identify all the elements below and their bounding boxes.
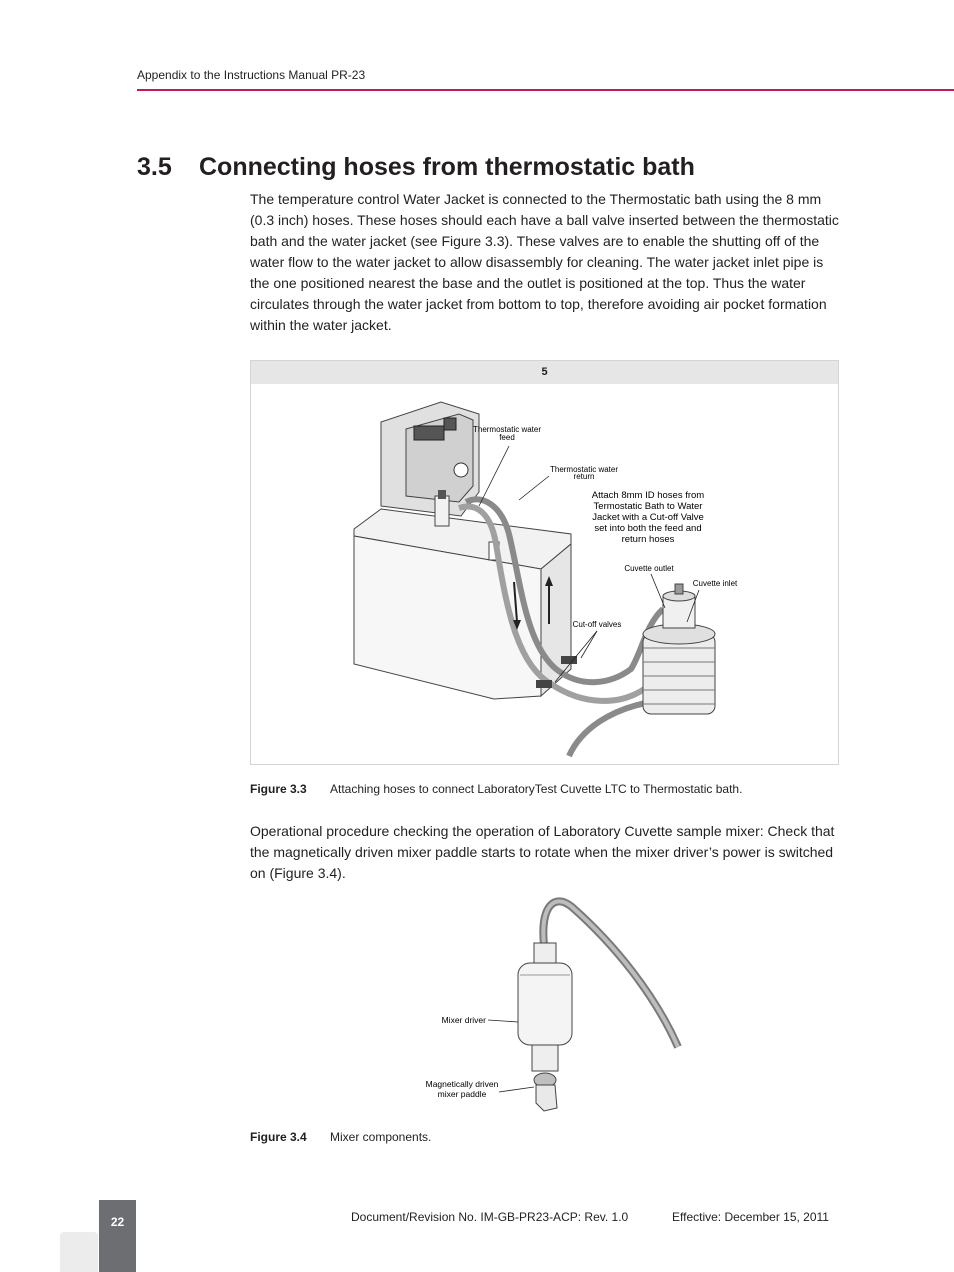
mixer-illustration <box>400 895 690 1115</box>
valve-leader-line <box>581 631 597 658</box>
return-leader-line <box>519 476 549 500</box>
return-label: Thermostatic water <box>549 465 619 474</box>
mixer-driver-label: Mixer driver <box>441 1015 486 1025</box>
control-knob-icon <box>454 463 468 477</box>
section-title <box>137 153 695 182</box>
page-number: 22 <box>110 1215 125 1229</box>
figure-box-label: 5 <box>251 361 838 384</box>
caption-label: Figure 3.3 <box>250 782 307 796</box>
cuvette-inlet-label: Cuvette inlet <box>692 579 738 588</box>
feed-label-2: feed <box>499 433 515 442</box>
bottle-cap <box>438 490 446 499</box>
figure-3-3-box <box>250 360 839 765</box>
caption-label: Figure 3.4 <box>250 1130 307 1144</box>
mixer-paddle <box>536 1085 557 1111</box>
feed-label: Thermostatic water <box>472 425 542 434</box>
running-header: Appendix to the Instructions Manual PR-23 <box>137 68 366 82</box>
header-rule <box>137 89 954 91</box>
effective-date: Effective: December 15, 2011 <box>672 1210 829 1224</box>
paddle-leader-line <box>499 1087 534 1092</box>
driver-shaft <box>532 1045 558 1071</box>
caption-text: Attaching hoses to connect LaboratoryTest Cuvette LTC to Thermostatic bath. <box>330 782 743 796</box>
note-line-1: Attach 8mm ID hoses from <box>591 490 705 501</box>
procedure-paragraph: Operational procedure checking the operation of Laboratory Cuvette sample mixer: Check that the magnetically driven mixer paddle starts to rotate when the mixer driver’s power is switched on (Figure 3.4). <box>250 823 835 881</box>
note-line-5: return hoses <box>621 534 675 545</box>
water-jacket <box>643 634 715 714</box>
caption-text: Mixer components. <box>330 1130 432 1144</box>
cutoff-valves-label: Cut-off valves <box>572 620 622 629</box>
footer-tab-light <box>60 1232 98 1272</box>
figure-3-3-caption <box>250 782 742 796</box>
feed-leader-line <box>479 446 509 506</box>
outlet-leader-line <box>651 574 665 608</box>
cutoff-valve-upper-icon <box>561 656 577 664</box>
note-line-3: Jacket with a Cut-off Valve <box>592 512 704 523</box>
document-revision: Document/Revision No. IM-GB-PR23-ACP: Rev. 1.0 <box>351 1210 629 1224</box>
figure-3-4-caption <box>250 1130 431 1144</box>
intro-paragraph: The temperature control Water Jacket is connected to the Thermostatic bath using the 8 mm (0.3 inch) hoses. These hoses should each have a ball valve inserted between the thermostatic bath and the water jacket (see Figure 3.3). These valves are to enable the shutting off of the water flow to the water jacket to allow disassembly for cleaning. The water jacket inlet pipe is the one positioned nearest the base and the outlet is positioned at the top. Thus the water circulates through the water jacket from bottom to top, therefore avoiding air pocket formation within the water jacket. <box>250 191 839 333</box>
paddle-label-2: mixer paddle <box>437 1089 487 1099</box>
return-label-2: return <box>573 472 595 481</box>
cuvette-outlet-label: Cuvette outlet <box>624 564 674 573</box>
paddle-label: Magnetically driven <box>425 1079 499 1089</box>
bottle <box>435 496 449 526</box>
thermostatic-bath-illustration <box>251 384 838 764</box>
note-line-2: Termostatic Bath to Water <box>593 501 703 512</box>
driver-connector <box>534 943 556 963</box>
display-screen <box>414 426 444 440</box>
display-indicator <box>444 418 456 430</box>
cuvette-cap <box>675 584 683 594</box>
section-number: 3.5 <box>137 153 172 181</box>
driver-leader-line <box>488 1020 518 1022</box>
supply-hose <box>569 702 651 756</box>
cutoff-valve-lower-icon <box>536 680 552 688</box>
footer-page-tab <box>99 1200 136 1272</box>
note-line-4: set into both the feed and <box>594 523 702 534</box>
section-heading: Connecting hoses from thermostatic bath <box>199 153 695 181</box>
